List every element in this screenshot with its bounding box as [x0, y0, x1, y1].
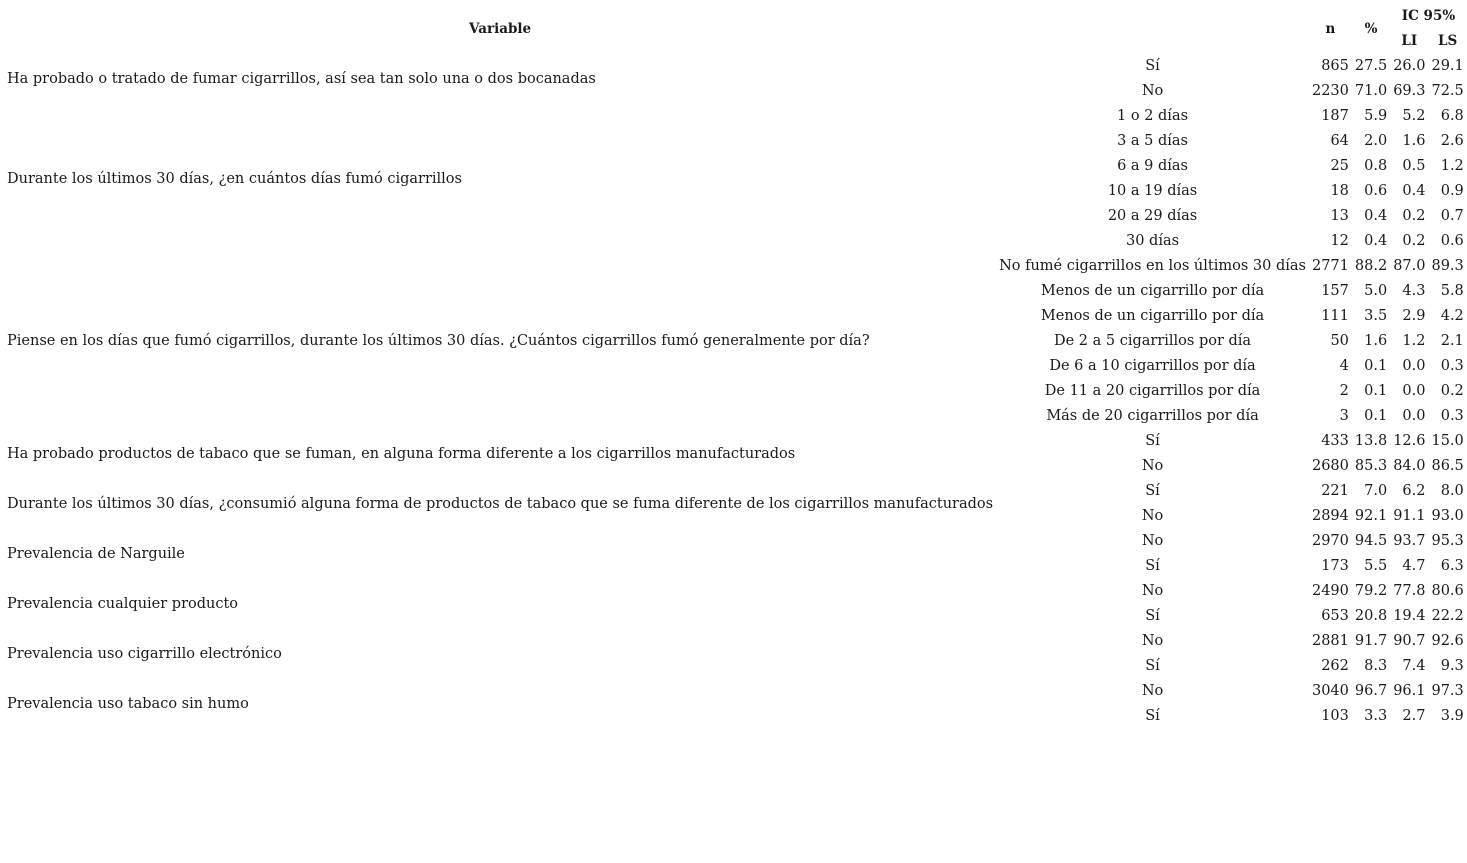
n-cell: 18	[1330, 183, 1349, 199]
percent-cell: 0.6	[1364, 183, 1388, 199]
n-cell: 653	[1321, 608, 1349, 624]
ls-cell: 97.3	[1431, 683, 1464, 699]
category-cell: Menos de un cigarrillo por día	[1040, 308, 1265, 324]
percent-cell: 3.3	[1364, 708, 1388, 724]
li-cell: 5.2	[1402, 108, 1426, 124]
table-row	[4, 479, 1467, 504]
ls-cell: 29.1	[1431, 58, 1464, 74]
n-cell: 173	[1321, 558, 1349, 574]
percent-cell: 71.0	[1354, 83, 1388, 99]
li-cell: 2.7	[1402, 708, 1426, 724]
li-cell: 91.1	[1393, 508, 1426, 524]
percent-cell: 5.0	[1364, 283, 1388, 299]
variable-label: Piense en los días que fumó cigarrillos, durante los últimos 30 días. ¿Cuántos cigarrillos fumó generalmente por día?	[7, 333, 870, 349]
category-cell: Más de 20 cigarrillos por día	[1046, 408, 1259, 424]
n-cell: 12	[1330, 233, 1349, 249]
ls-cell: 89.3	[1431, 258, 1464, 274]
header-category	[996, 4, 1309, 54]
n-cell: 2230	[1311, 83, 1349, 99]
n-cell: 187	[1321, 108, 1349, 124]
percent-cell: 0.1	[1364, 408, 1388, 424]
li-cell: 2.9	[1402, 308, 1426, 324]
category-cell: 20 a 29 días	[1107, 208, 1198, 224]
table-row	[4, 254, 1467, 279]
li-cell: 96.1	[1393, 683, 1426, 699]
percent-cell: 7.0	[1364, 483, 1388, 499]
percent-cell: 0.8	[1364, 158, 1388, 174]
percent-cell: 88.2	[1354, 258, 1388, 274]
variable-label: Durante los últimos 30 días, ¿en cuántos días fumó cigarrillos	[7, 170, 462, 187]
ls-cell: 2.1	[1440, 333, 1464, 349]
percent-cell: 5.5	[1364, 558, 1388, 574]
variable-label: Durante los últimos 30 días, ¿consumió alguna forma de productos de tabaco que se fuma diferente de los cigarrillos manufacturados	[7, 495, 994, 512]
category-cell: Sí	[1145, 608, 1160, 624]
ls-cell: 2.6	[1440, 133, 1464, 149]
n-cell: 2970	[1311, 533, 1349, 549]
li-cell: 93.7	[1393, 533, 1426, 549]
n-cell: 221	[1321, 483, 1349, 499]
table-header	[4, 4, 1467, 54]
ls-cell: 22.2	[1431, 608, 1464, 624]
ls-cell: 6.3	[1440, 558, 1464, 574]
category-cell: No fumé cigarrillos en los últimos 30 días	[999, 258, 1306, 274]
variable-label: Prevalencia uso tabaco sin humo	[7, 695, 249, 712]
category-cell: De 11 a 20 cigarrillos por día	[1044, 383, 1261, 399]
li-cell: 0.0	[1402, 408, 1426, 424]
table-body	[4, 54, 1467, 729]
n-cell: 3	[1339, 408, 1349, 424]
li-cell: 4.7	[1402, 558, 1426, 574]
percent-cell: 85.3	[1354, 458, 1388, 474]
percent-cell: 8.3	[1364, 658, 1388, 674]
li-cell: 26.0	[1393, 58, 1426, 74]
n-cell: 2490	[1311, 583, 1349, 599]
table-row	[4, 104, 1467, 129]
li-cell: 19.4	[1393, 608, 1426, 624]
variable-label: Ha probado productos de tabaco que se fuman, en alguna forma diferente a los cigarrillos manufacturados	[7, 445, 796, 462]
percent-cell: 79.2	[1354, 583, 1388, 599]
ls-cell: 72.5	[1431, 83, 1464, 99]
category-cell: Sí	[1145, 558, 1160, 574]
category-cell: No	[1141, 683, 1164, 699]
ls-cell: 4.2	[1440, 308, 1464, 324]
n-cell: 2894	[1311, 508, 1349, 524]
table-row	[4, 529, 1467, 554]
li-cell: 7.4	[1402, 658, 1426, 674]
ls-cell: 0.9	[1440, 183, 1464, 199]
ls-cell: 1.2	[1440, 158, 1464, 174]
category-cell: No	[1141, 508, 1164, 524]
ls-cell: 15.0	[1431, 433, 1464, 449]
n-cell: 433	[1321, 433, 1349, 449]
results-table	[4, 4, 1467, 729]
variable-label: Prevalencia cualquier producto	[7, 595, 239, 612]
n-cell: 2680	[1311, 458, 1349, 474]
n-cell: 157	[1321, 283, 1349, 299]
category-cell: Sí	[1145, 708, 1160, 724]
percent-cell: 96.7	[1354, 683, 1388, 699]
table-row	[4, 54, 1467, 79]
ls-cell: 5.8	[1440, 283, 1464, 299]
ls-cell: 3.9	[1440, 708, 1464, 724]
n-cell: 2881	[1311, 633, 1349, 649]
ls-cell: 8.0	[1440, 483, 1464, 499]
ls-cell: 0.3	[1440, 408, 1464, 424]
li-cell: 6.2	[1402, 483, 1426, 499]
n-cell: 262	[1321, 658, 1349, 674]
category-cell: 30 días	[1125, 233, 1180, 249]
li-cell: 0.4	[1402, 183, 1426, 199]
variable-label: Prevalencia uso cigarrillo electrónico	[7, 645, 282, 662]
li-cell: 0.2	[1402, 233, 1426, 249]
category-cell: No	[1141, 583, 1164, 599]
category-cell: 6 a 9 días	[1117, 158, 1188, 174]
header-variable: Variable	[468, 20, 532, 37]
percent-cell: 20.8	[1354, 608, 1388, 624]
li-cell: 69.3	[1393, 83, 1426, 99]
li-cell: 77.8	[1393, 583, 1426, 599]
n-cell: 25	[1330, 158, 1349, 174]
header-n: n	[1325, 20, 1336, 37]
variable-label: Prevalencia de Narguile	[7, 545, 185, 562]
n-cell: 64	[1330, 133, 1349, 149]
category-cell: Sí	[1145, 433, 1160, 449]
category-cell: Sí	[1145, 658, 1160, 674]
percent-cell: 5.9	[1364, 108, 1388, 124]
ls-cell: 0.7	[1440, 208, 1464, 224]
percent-cell: 2.0	[1364, 133, 1388, 149]
ls-cell: 0.2	[1440, 383, 1464, 399]
n-cell: 865	[1321, 58, 1349, 74]
percent-cell: 1.6	[1364, 333, 1388, 349]
li-cell: 90.7	[1393, 633, 1426, 649]
category-cell: 10 a 19 días	[1107, 183, 1198, 199]
ls-cell: 86.5	[1431, 458, 1464, 474]
li-cell: 12.6	[1393, 433, 1426, 449]
table-row	[4, 629, 1467, 654]
ls-cell: 93.0	[1431, 508, 1464, 524]
header-li: LI	[1401, 33, 1418, 49]
li-cell: 0.5	[1402, 158, 1426, 174]
ls-cell: 95.3	[1431, 533, 1464, 549]
header-percent: %	[1364, 20, 1378, 37]
li-cell: 1.6	[1402, 133, 1426, 149]
category-cell: 3 a 5 días	[1117, 133, 1188, 149]
percent-cell: 94.5	[1354, 533, 1388, 549]
category-cell: Sí	[1145, 483, 1160, 499]
category-cell: Sí	[1145, 58, 1160, 74]
li-cell: 0.0	[1402, 358, 1426, 374]
percent-cell: 0.1	[1364, 358, 1388, 374]
percent-cell: 27.5	[1354, 58, 1388, 74]
n-cell: 111	[1321, 308, 1349, 324]
percent-cell: 92.1	[1354, 508, 1388, 524]
percent-cell: 0.1	[1364, 383, 1388, 399]
n-cell: 3040	[1311, 683, 1349, 699]
category-cell: No	[1141, 633, 1164, 649]
li-cell: 1.2	[1402, 333, 1426, 349]
category-cell: No	[1141, 533, 1164, 549]
ls-cell: 92.6	[1431, 633, 1464, 649]
header-ic-95: IC 95%	[1401, 8, 1456, 24]
ls-cell: 80.6	[1431, 583, 1464, 599]
n-cell: 4	[1339, 358, 1349, 374]
li-cell: 87.0	[1393, 258, 1426, 274]
category-cell: De 2 a 5 cigarrillos por día	[1053, 333, 1252, 349]
table-row	[4, 679, 1467, 704]
category-cell: Menos de un cigarrillo por día	[1040, 283, 1265, 299]
category-cell: No	[1141, 83, 1164, 99]
percent-cell: 0.4	[1364, 233, 1388, 249]
table-row	[4, 429, 1467, 454]
category-cell: De 6 a 10 cigarrillos por día	[1049, 358, 1256, 374]
n-cell: 103	[1321, 708, 1349, 724]
category-cell: No	[1141, 458, 1164, 474]
n-cell: 2	[1339, 383, 1349, 399]
li-cell: 84.0	[1393, 458, 1426, 474]
n-cell: 2771	[1311, 258, 1349, 274]
li-cell: 0.2	[1402, 208, 1426, 224]
percent-cell: 13.8	[1354, 433, 1388, 449]
n-cell: 13	[1330, 208, 1349, 224]
percent-cell: 3.5	[1364, 308, 1388, 324]
ls-cell: 0.6	[1440, 233, 1464, 249]
li-cell: 0.0	[1402, 383, 1426, 399]
header-ls: LS	[1438, 33, 1458, 49]
ls-cell: 6.8	[1440, 108, 1464, 124]
variable-label: Ha probado o tratado de fumar cigarrillos, así sea tan solo una o dos bocanadas	[7, 70, 596, 87]
percent-cell: 0.4	[1364, 208, 1388, 224]
ls-cell: 9.3	[1440, 658, 1464, 674]
category-cell: 1 o 2 días	[1117, 108, 1189, 124]
ls-cell: 0.3	[1440, 358, 1464, 374]
n-cell: 50	[1330, 333, 1349, 349]
percent-cell: 91.7	[1354, 633, 1388, 649]
table-row	[4, 579, 1467, 604]
li-cell: 4.3	[1402, 283, 1426, 299]
